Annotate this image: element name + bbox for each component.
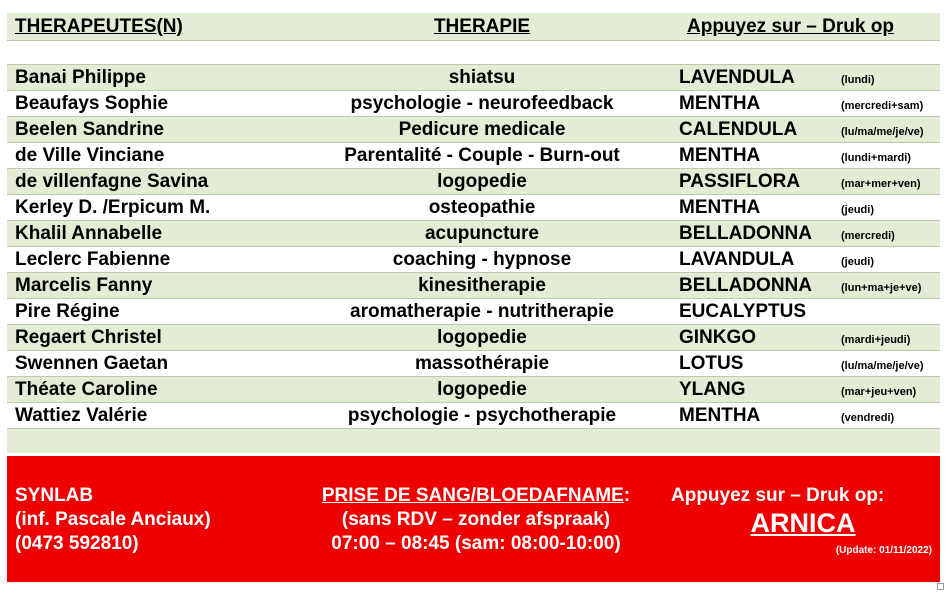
days-available: (lu/ma/me/je/ve) [841, 359, 924, 372]
days-available: (vendredi) [841, 411, 895, 424]
code-cell [669, 223, 940, 245]
blood-hours: 07:00 – 08:45 (sam: 08:00-10:00) [331, 533, 621, 554]
lab-name: SYNLAB [15, 485, 94, 506]
table-row [7, 377, 940, 403]
header-therapy: THERAPIE [433, 15, 531, 37]
table-row [7, 65, 940, 91]
doorbell-code: EUCALYPTUS [679, 300, 807, 322]
blood-title: PRISE DE SANG/BLOEDAFNAME [321, 485, 624, 506]
footer-press: Appuyez sur – Druk op: [671, 485, 885, 506]
doorbell-code: MENTHA [679, 196, 761, 218]
table-body [7, 65, 940, 429]
days-available: (mardi+jeudi) [841, 333, 911, 346]
code-cell [669, 353, 940, 375]
synlab-banner [7, 456, 940, 582]
days-available: (lundi+mardi) [841, 151, 911, 164]
table-row [7, 247, 940, 273]
therapist-name: de Ville Vinciane [15, 144, 165, 166]
doorbell-code: PASSIFLORA [679, 170, 801, 192]
header-press: Appuyez sur – Druk op [687, 15, 894, 37]
therapist-name: Beaufays Sophie [15, 92, 169, 114]
therapy-name: logopedie [437, 170, 527, 192]
lab-phone: (0473 592810) [15, 533, 139, 554]
therapy-name: logopedie [437, 326, 527, 348]
therapist-name: Regaert Christel [15, 326, 162, 348]
doorbell-code: CALENDULA [679, 118, 798, 140]
therapist-name: de villenfagne Savina [15, 170, 209, 192]
doorbell-code: YLANG [679, 378, 746, 400]
update-date: (Update: 01/11/2022) [835, 545, 932, 556]
table-row [7, 351, 940, 377]
code-cell [669, 327, 940, 349]
therapist-name: Beelen Sandrine [15, 118, 164, 140]
therapy-name: shiatsu [448, 66, 516, 88]
therapy-name: Parentalité - Couple - Burn-out [344, 144, 620, 166]
therapy-name: acupuncture [424, 222, 540, 244]
doorbell-code: MENTHA [679, 404, 761, 426]
table-row [7, 195, 940, 221]
doorbell-code: BELLADONNA [679, 274, 812, 296]
doorbell-code: MENTHA [679, 144, 761, 166]
blood-title-colon: : [623, 485, 631, 506]
therapy-name: coaching - hypnose [392, 248, 572, 270]
doorbell-code: GINKGO [679, 326, 757, 348]
days-available: (lundi) [841, 73, 875, 86]
days-available: (mar+jeu+ven) [841, 385, 917, 398]
code-cell [669, 405, 940, 427]
table-row [7, 169, 940, 195]
therapist-name: Banai Philippe [15, 66, 146, 88]
table-row [7, 91, 940, 117]
therapy-name: logopedie [437, 378, 527, 400]
therapist-name: Marcelis Fanny [15, 274, 153, 296]
doorbell-code: BELLADONNA [679, 222, 812, 244]
therapist-name: Khalil Annabelle [15, 222, 163, 244]
therapist-name: Leclerc Fabienne [15, 248, 171, 270]
days-available: (lu/ma/me/je/ve) [841, 125, 924, 138]
code-cell [669, 249, 940, 271]
table-row [7, 403, 940, 429]
therapy-name: massothérapie [414, 352, 550, 374]
days-available: (mercredi) [841, 229, 895, 242]
code-cell [669, 197, 940, 219]
doorbell-code: LAVENDULA [679, 66, 795, 88]
therapy-name: psychologie - psychotherapie [347, 404, 617, 426]
therapist-name: Pire Régine [15, 300, 120, 322]
table-header [7, 13, 940, 41]
therapist-table [7, 13, 940, 453]
spacer-row [7, 41, 940, 65]
doorbell-code: LAVANDULA [679, 248, 795, 270]
table-row [7, 117, 940, 143]
resize-handle[interactable] [937, 583, 944, 590]
table-row [7, 273, 940, 299]
nurse-name: (inf. Pascale Anciaux) [15, 509, 211, 530]
therapy-name: psychologie - neurofeedback [350, 92, 614, 114]
code-cell [669, 171, 940, 193]
doorbell-code: MENTHA [679, 92, 761, 114]
code-cell [669, 145, 940, 167]
blood-title-line [291, 484, 661, 508]
therapy-name: aromatherapie - nutritherapie [350, 300, 614, 322]
days-available: (lun+ma+je+ve) [841, 281, 922, 294]
arnica-code: ARNICA [750, 508, 856, 538]
arnica-info [671, 484, 935, 538]
blood-draw-info [291, 484, 661, 556]
therapist-name: Théate Caroline [15, 378, 158, 400]
code-cell [669, 67, 940, 89]
therapy-name: kinesitherapie [418, 274, 546, 296]
code-cell [669, 301, 940, 323]
days-available: (jeudi) [841, 203, 874, 216]
days-available: (mar+mer+ven) [841, 177, 921, 190]
code-cell [669, 379, 940, 401]
no-appointment: (sans RDV – zonder afspraak) [341, 509, 611, 530]
code-cell [669, 93, 940, 115]
header-therapists: THERAPEUTES(N) [15, 15, 183, 37]
code-cell [669, 275, 940, 297]
code-cell [669, 119, 940, 141]
therapy-name: osteopathie [428, 196, 536, 218]
table-row [7, 143, 940, 169]
therapist-name: Swennen Gaetan [15, 352, 169, 374]
spacer-row-bottom [7, 429, 940, 453]
therapy-name: Pedicure medicale [398, 118, 566, 140]
therapist-name: Wattiez Valérie [15, 404, 148, 426]
days-available: (jeudi) [841, 255, 874, 268]
table-row [7, 325, 940, 351]
therapist-name: Kerley D. /Erpicum M. [15, 196, 211, 218]
synlab-info [15, 484, 211, 556]
days-available: (mercredi+sam) [841, 99, 924, 112]
table-row [7, 221, 940, 247]
doorbell-code: LOTUS [679, 352, 744, 374]
table-row [7, 299, 940, 325]
